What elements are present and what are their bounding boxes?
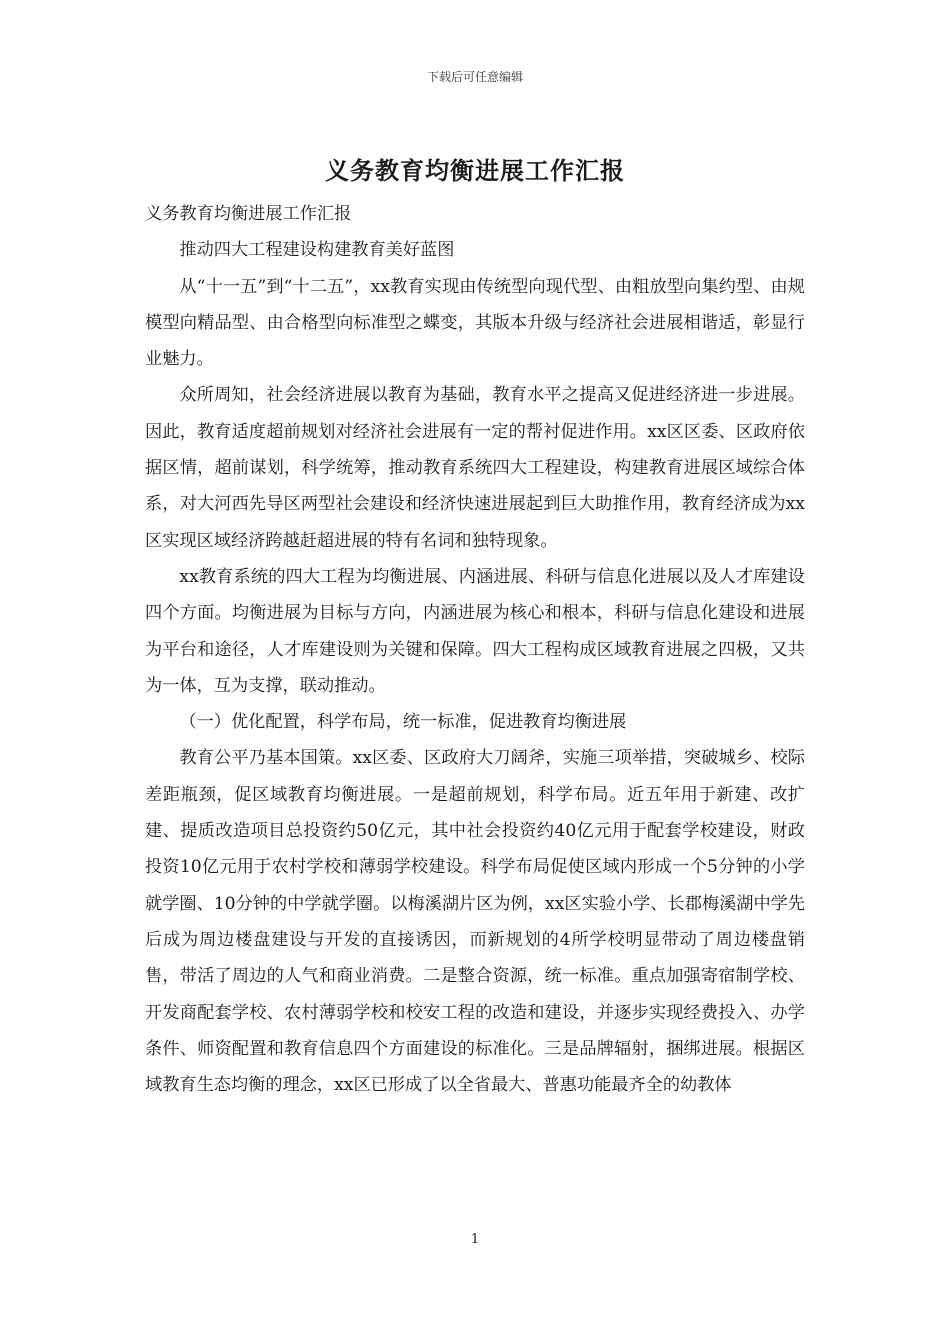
paragraph: 众所周知，社会经济进展以教育为基础，教育水平之提高又促进经济进一步进展。因此，教育适度超前规划对经济社会进展有一定的帮衬促进作用。xx区区委、区政府依据区情，超前谋划，科学统筹，推动教育系统四大工程建设，构建教育进展区域综合体系，对大河西先导区两型社会建设和经济快速进展起到巨大助推作用，教育经济成为xx区实现区域经济跨越赶超进展的特有名词和独特现象。 (145, 385, 805, 551)
paragraph: 从“十一五”到“十二五”，xx教育实现由传统型向现代型、由粗放型向集约型、由规模型向精品型、由合格型向标准型之蝶变，其版本升级与经济社会进展相谐适，彰显行业魅力。 (145, 276, 805, 370)
document-body (145, 196, 805, 1103)
header-note: 下载后可任意编辑 (426, 70, 523, 84)
page-number: 1 (470, 1232, 480, 1247)
document-title: 义务教育均衡进展工作汇报 (325, 156, 625, 185)
paragraph: xx教育系统的四大工程为均衡进展、内涵进展、科研与信息化进展以及人才库建设四个方面。均衡进展为目标与方向，内涵进展为核心和根本，科研与信息化建设和进展为平台和途径，人才库建设则为关键和保障。四大工程构成区域教育进展之四极，又共为一体，互为支撑，联动推动。 (145, 566, 805, 696)
section-heading: （一）优化配置，科学布局，统一标准，促进教育均衡进展 (179, 712, 627, 733)
paragraph: 教育公平乃基本国策。xx区委、区政府大刀阔斧，实施三项举措，突破城乡、校际差距瓶颈，促区域教育均衡进展。一是超前规划，科学布局。近五年用于新建、改扩建、提质改造项目总投资约50亿元，其中社会投资约40亿元用于配套学校建设，财政投资10亿元用于农村学校和薄弱学校建设。科学布局促使区域内形成一个5分钟的小学就学圈、10分钟的中学就学圈。以梅溪湖片区为例，xx区实验小学、长郡梅溪湖中学先后成为周边楼盘建设与开发的直接诱因，而新规划的4所学校明显带动了周边楼盘销售，带活了周边的人气和商业消费。二是整合资源，统一标准。重点加强寄宿制学校、开发商配套学校、农村薄弱学校和校安工程的改造和建设，并逐步实现经费投入、办学条件、师资配置和教育信息四个方面建设的标准化。三是品牌辐射，捆绑进展。根据区域教育生态均衡的理念，xx区已形成了以全省最大、普惠功能最齐全的幼教体 (145, 748, 806, 1096)
paragraph-subtitle-repeat: 义务教育均衡进展工作汇报 (145, 204, 352, 224)
paragraph-slogan: 推动四大工程建设构建教育美好蓝图 (179, 240, 455, 261)
